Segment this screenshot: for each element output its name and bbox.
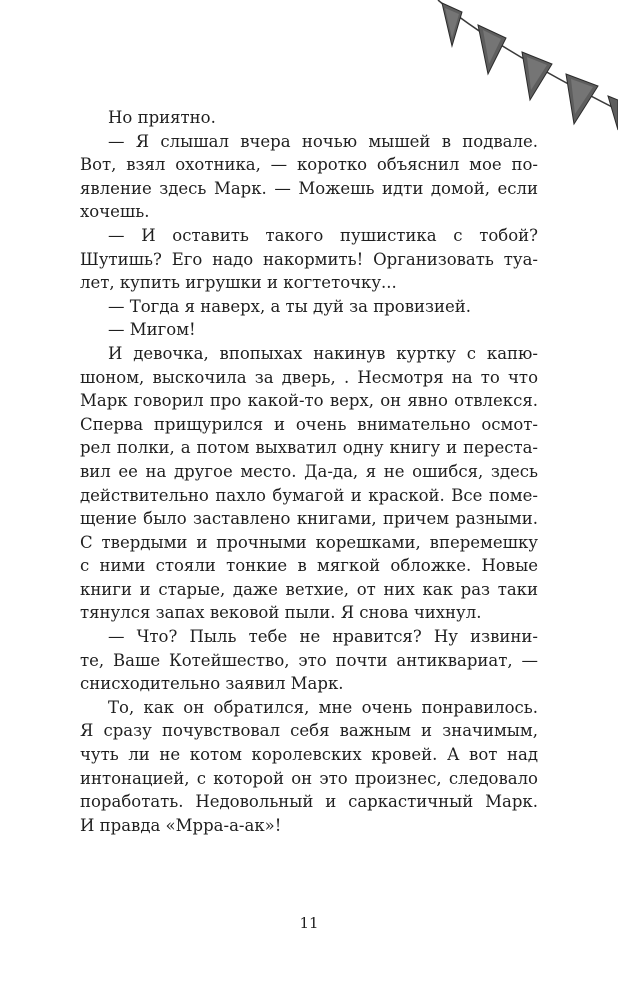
text-line: явление здесь Марк. — Можешь идти домой, если [80,178,538,198]
text-line: Марк говорил про какой-то верх, он явно отвлекся. [80,391,538,411]
text-line: действительно пахло бумагой и краской. Все поме- [80,485,538,505]
text-line: То, как он обратился, мне очень понравилось. [108,697,538,717]
text-line: С твердыми и прочными корешками, вперемешку [80,532,538,552]
text-line: хочешь. [80,202,150,222]
text-line: — Тогда я наверх, а ты дуй за провизией. [108,296,472,316]
bunting-flag-partial [608,96,618,130]
text-line: рел полки, а потом выхватил одну книгу и переста- [80,438,538,458]
page-number: 11 [299,914,319,932]
text-line: — Мигом! [108,320,196,340]
text-line: — Я слышал вчера ночью мышей в подвале. [108,131,538,151]
text-line: Сперва прищурился и очень внимательно осмот- [80,414,538,434]
bunting-flag [566,74,598,124]
text-line: Шутишь? Его надо накормить! Организовать туа- [80,249,538,269]
text-line: вил ее на другое место. Да-да, я не ошибся, здесь [80,461,538,481]
bunting-flag [478,25,506,74]
text-line: И девочка, впопыхах накинув куртку с капю- [108,343,538,363]
body-text [80,106,538,837]
text-line: чуть ли не котом королевских кровей. А вот над [80,745,538,765]
text-line: щение было заставлено книгами, причем разными. [80,509,538,529]
text-line: — Что? Пыль тебе не нравится? Ну извини- [108,627,538,647]
text-line: те, Ваше Котейшество, это почти антиквариат, — [80,650,538,670]
text-line: тянулся запах вековой пыли. Я снова чихнул. [80,603,482,623]
text-line: снисходительно заявил Марк. [80,674,344,694]
text-line: И правда «Мрра-а-ак»! [80,815,282,835]
text-line: с ними стояли тонкие в мягкой обложке. Новые [80,556,538,576]
text-line: книги и старые, даже ветхие, от них как раз таки [80,579,538,599]
bunting-flag [522,52,552,100]
text-line: шоном, выскочила за дверь, . Несмотря на то что [80,367,538,387]
text-line: Я сразу почувствовал себя важным и значимым, [80,721,538,741]
text-line: Но приятно. [108,108,216,127]
text-line: интонацией, с которой он это произнес, следовало [80,768,538,788]
bunting-flag [442,3,462,46]
text-line: лет, купить игрушки и когтеточку... [80,273,397,293]
text-line: Вот, взял охотника, — коротко объяснил мое по- [80,155,538,175]
text-line: поработать. Недовольный и саркастичный Марк. [80,792,538,812]
text-line: — И оставить такого пушистика с тобой? [108,225,538,245]
